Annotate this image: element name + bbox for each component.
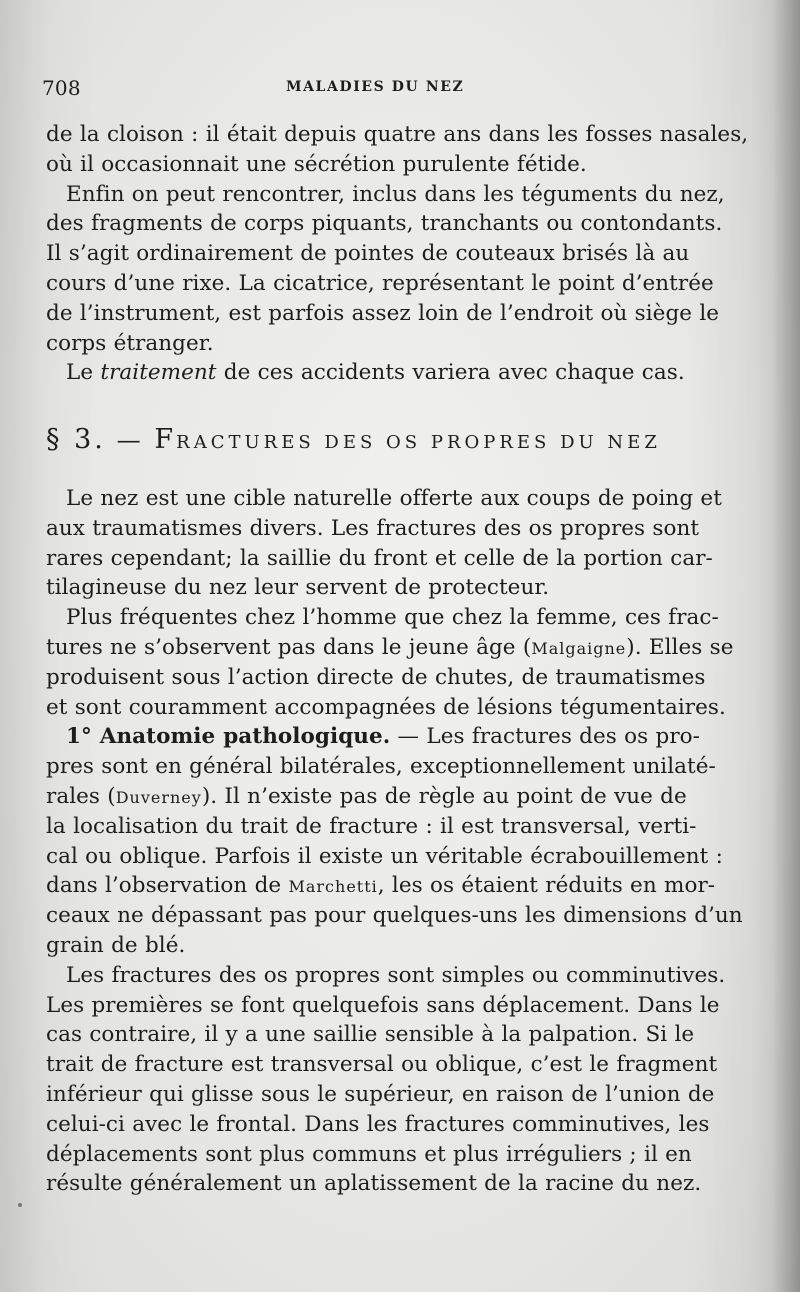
intro-line-5: Il s’agit ordinairement de pointes de couteaux brisés là au bbox=[46, 241, 690, 267]
intro-line-6: cours d’une rixe. La cicatrice, représentant le point d’entrée bbox=[46, 270, 714, 296]
anatomy-line-4: la localisation du trait de fracture : il est transversal, verti- bbox=[46, 813, 697, 839]
anatomy-line-3 bbox=[46, 782, 722, 812]
closing-line-5: inférieur qui glisse sous le supérieur, en raison de l’union de bbox=[46, 1081, 715, 1107]
intro-line-2: où il occasionnait une sécrétion purulente fétide. bbox=[46, 151, 587, 177]
section-line-3: rares cependant; la saillie du front et celle de la portion car- bbox=[46, 545, 713, 571]
malgaigne-line bbox=[46, 633, 734, 663]
section-line-5: Plus fréquentes chez l’homme que chez la femme, ces frac- bbox=[66, 605, 719, 631]
anatomy-line-3-prefix: rales ( bbox=[46, 783, 116, 809]
intro-line-3: Enfin on peut rencontrer, inclus dans les téguments du nez, bbox=[66, 181, 725, 207]
section-title-first: F bbox=[154, 424, 177, 455]
anatomy-line-6 bbox=[46, 871, 722, 901]
closing-line-8: résulte généralement un aplatissement de la racine du nez. bbox=[46, 1171, 702, 1197]
anatomy-line-5: cal ou oblique. Parfois il existe un véritable écrabouillement : bbox=[46, 843, 723, 869]
section-line-4: tilagineuse du nez leur servent de protecteur. bbox=[46, 575, 550, 601]
section-line-7: produisent sous l’action directe de chutes, de traumatismes bbox=[46, 664, 706, 690]
intro-paragraphs bbox=[46, 120, 749, 388]
intro-line-1: de la cloison : il était depuis quatre ans dans les fosses nasales, bbox=[46, 122, 749, 147]
malgaigne-prefix: tures ne s’observent pas dans le jeune âge ( bbox=[46, 634, 532, 660]
closing-line-3: cas contraire, il y a une saillie sensible à la palpation. Si le bbox=[46, 1022, 695, 1048]
anatomy-line-8: grain de blé. bbox=[46, 932, 186, 958]
closing-line-7: déplacements sont plus communs et plus irréguliers ; il en bbox=[46, 1141, 692, 1167]
closing-line-2: Les premières se font quelquefois sans déplacement. Dans le bbox=[46, 992, 720, 1018]
section-dash: — bbox=[116, 426, 144, 454]
anatomy-line-6-prefix: dans l’observation de bbox=[46, 873, 289, 899]
section-line-2: aux traumatismes divers. Les fractures des os propres sont bbox=[46, 515, 700, 541]
closing-line-4: trait de fracture est transversal ou oblique, c’est le fragment bbox=[46, 1052, 718, 1078]
section-heading bbox=[46, 424, 722, 458]
intro-line-4: des fragments de corps piquants, tranchants ou contondants. bbox=[46, 211, 723, 237]
malgaigne-name: Malgaigne bbox=[531, 638, 627, 658]
section-line-8: et sont couramment accompagnées de lésions tégumentaires. bbox=[46, 694, 726, 720]
section-number: § 3. bbox=[46, 424, 106, 455]
anatomy-line-3-suffix: ). Il n’existe pas de règle au point de vue de bbox=[201, 783, 687, 809]
malgaigne-suffix: ). Elles se bbox=[626, 634, 734, 660]
running-title: MALADIES DU NEZ bbox=[286, 79, 465, 95]
treatment-suffix: de ces accidents variera avec chaque cas. bbox=[216, 360, 685, 386]
section-line-1: Le nez est une cible naturelle offerte aux coups de poing et bbox=[66, 486, 722, 511]
anatomy-heading-tail: — Les fractures des os pro- bbox=[390, 724, 700, 750]
closing-line-1: Les fractures des os propres sont simples ou comminutives. bbox=[66, 962, 726, 988]
page-header bbox=[42, 76, 722, 100]
section-title-rest: RACTURES DES OS PROPRES DU NEZ bbox=[176, 432, 661, 453]
anatomy-line-7: ceaux ne dépassant pas pour quelques-uns les dimensions d’un bbox=[46, 903, 743, 929]
margin-mark bbox=[18, 1203, 22, 1207]
intro-line-7: de l’instrument, est parfois assez loin de l’endroit où siège le bbox=[46, 300, 720, 326]
treatment-prefix: Le bbox=[66, 360, 101, 386]
treatment-line bbox=[46, 358, 722, 388]
intro-line-8: corps étranger. bbox=[46, 330, 214, 356]
anatomy-heading: 1° Anatomie pathologique. bbox=[66, 724, 391, 750]
anatomy-heading-line bbox=[46, 722, 722, 752]
anatomy-line-2: pres sont en général bilatérales, exceptionnellement unilaté- bbox=[46, 754, 716, 780]
marchetti-name: Marchetti bbox=[288, 877, 378, 897]
duverney-name: Duverney bbox=[115, 787, 202, 807]
page-number: 708 bbox=[42, 76, 81, 100]
closing-line-6: celui-ci avec le frontal. Dans les fractures comminutives, les bbox=[46, 1111, 710, 1137]
fracture-section-body bbox=[46, 484, 743, 1199]
anatomy-line-6-suffix: , les os étaient réduits en mor- bbox=[377, 873, 716, 899]
treatment-emphasis: traitement bbox=[100, 360, 217, 386]
